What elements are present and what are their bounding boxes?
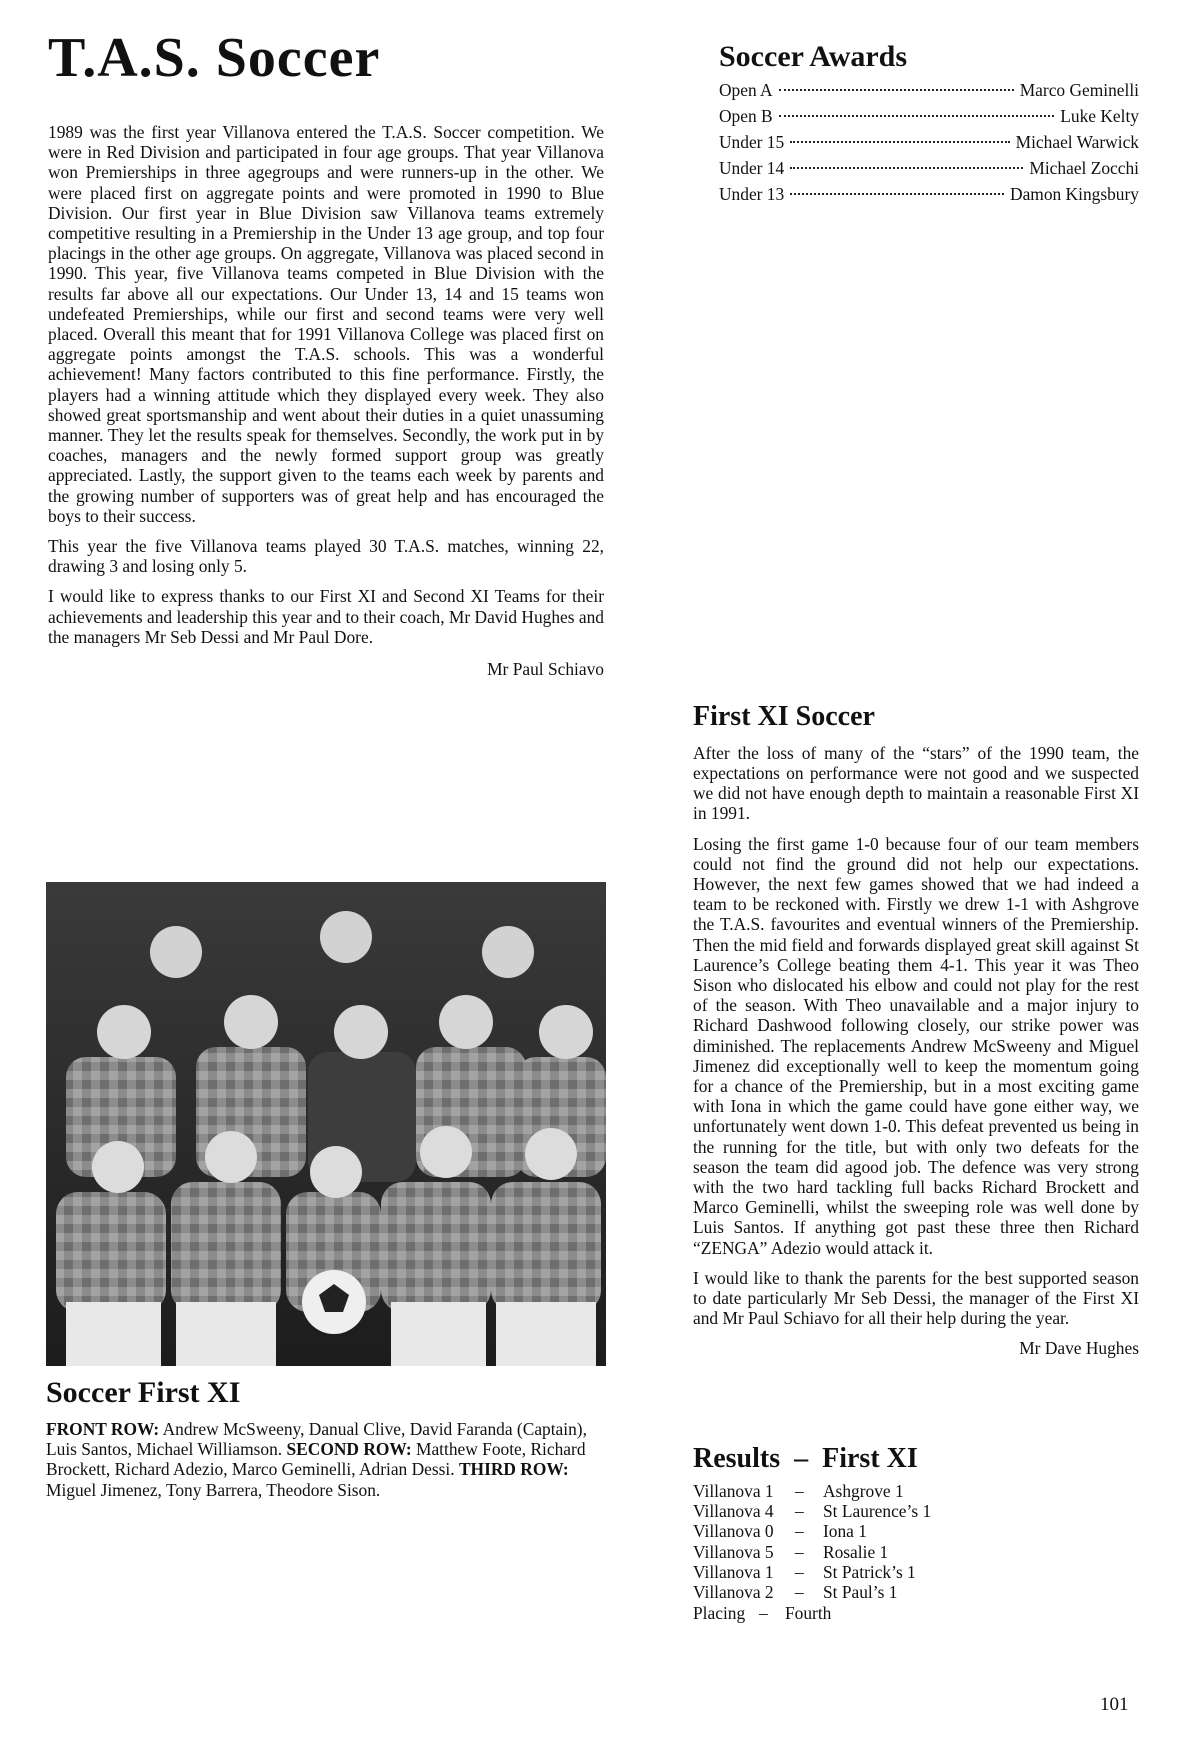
photo-caption [46,1376,602,1500]
results-section [693,1444,1053,1623]
article-paragraph: I would like to express thanks to our First XI and Second XI Teams for their achievements and leadership this year and to their coach, Mr David Hughes and the managers Mr Seb Dessi and Mr Paul Dore. [48,586,604,647]
photo-caption-title: Soccer First XI [46,1376,241,1409]
first-xi-paragraph: After the loss of many of the “stars” of the 1990 team, the expectations on performance were not good and we suspected we did not have enough depth to maintain a reasonable First XI in 1991. [693,742,1139,824]
article-column [48,27,604,680]
placing-row: Placing – Fourth [693,1602,832,1623]
result-row: Villanova 5 – Rosalie 1 [693,1541,889,1562]
award-row [719,77,1139,103]
article-paragraph: This year the five Villanova teams played 30 T.A.S. matches, winning 22, drawing 3 and losing only 5. [48,536,604,577]
first-xi-paragraph: Losing the first game 1-0 because four of our team members could not find the ground did not help our expectations. However, the next few games showed that we had indeed a team to be reckoned with. Firstly we drew 1-1 with Ashgrove the T.A.S. favourites and eventual winners of the Premiership. Then the mid field and forwards displayed great skill against St Laurence’s College beating them 4-1. This year it was Theo Sison who dislocated his elbow and could not play for the rest of the season. With Theo unavailable and a major injury to Richard Dashwood following closely, our strike power was diminished. The replacements Andrew McSweeny and Miguel Jimenez did exceptionally well to keep the momentum going for a chance of the Premiership, but in a most exciting game with Iona in which the game could have gone either way, we unfortunately went down 1-0. This defeat prevented us being in the running for the title, but with only two defeats for the season the team did agood job. The defence was very strong with the two hard tackling full backs Richard Brockett and Marco Geminelli, whilst the sweeping role was well done by Luis Santos. If anything got past these three then Richard “ZENGA” Adezio would attack it. [693,833,1139,1258]
team-photo [46,882,606,1366]
awards-title: Soccer Awards [719,40,908,73]
page-number: 101 [1100,1694,1129,1715]
result-row: Villanova 4 – St Laurence’s 1 [693,1501,932,1522]
result-row: Villanova 0 – Iona 1 [693,1521,867,1542]
result-row: Villanova 1 – St Patrick’s 1 [693,1561,916,1582]
article-paragraph: 1989 was the first year Villanova entered the T.A.S. Soccer competition. We were in Red Division and participated in four age groups. That year Villanova won Premierships in three agegroups and were runners-up in the other. We were placed first on aggregate points and were promoted in 1990 to Blue Division. Our first year in Blue Division saw Villanova teams extremely competitive resulting in a Premiership in the Under 13 age group, and top four placings in the other age groups. On aggregate, Villanova was placed second in 1990. This year, five Villanova teams competed in Blue Division with the results far above all our expectations. Our Under 13, 14 and 15 teams won undefeated Premierships, while our first and second teams were very well placed. Overall this meant that for 1991 Villanova College was placed first on aggregate points amongst the T.A.S. schools. This was a wonderful achievement! Many factors contributed to this fine performance. Firstly, the players had a winning attitude which they displayed every week. They also showed great sportsmanship and went about their duties in a quiet unassuming manner. They let the results speak for themselves. Secondly, the work put in by coaches, managers and the newly formed support group was greatly appreciated. Lastly, the support given to the teams each week by parents and the growing number of supporters was of great help and has encouraged the boys to their success. [48,122,604,526]
result-row: Villanova 2 – St Paul’s 1 [693,1582,898,1603]
award-row [719,181,1139,207]
page-title: T.A.S. Soccer [48,27,381,89]
first-xi-signature: Mr Dave Hughes [1019,1338,1139,1359]
second-row-label: SECOND ROW: [286,1439,412,1460]
award-category: Under 13 [719,184,785,204]
award-row [719,129,1139,155]
front-row-label: FRONT ROW: [46,1419,160,1439]
award-row [719,155,1139,181]
first-xi-paragraph: I would like to thank the parents for the best supported season to date particularly Mr Seb Dessi, the manager of the First XI and Mr Paul Schiavo for all their help during the year. [693,1267,1139,1329]
first-xi-section [693,702,1139,1358]
award-category: Open A [719,80,773,100]
results-title: Results – First XI [693,1443,918,1474]
photo-caption-text [46,1419,602,1500]
award-winner: Marco Geminelli [1019,80,1139,100]
front-row-names: Andrew McSweeny, Danual Clive, David Faranda (Captain), Luis Santos, Michael Williamson. [46,1419,587,1460]
second-row-names: Matthew Foote, Richard Brockett, Richard Adezio, Marco Geminelli, Adrian Dessi. [46,1439,586,1480]
award-winner: Michael Warwick [1015,132,1139,152]
award-row [719,103,1139,129]
award-category: Under 15 [719,132,785,152]
award-category: Open B [719,106,773,126]
award-winner: Damon Kingsbury [1010,184,1139,204]
third-row-names: Miguel Jimenez, Tony Barrera, Theodore Sison. [46,1479,381,1500]
result-row: Villanova 1 – Ashgrove 1 [693,1480,904,1501]
team-photo-illustration [46,882,606,1366]
award-winner: Luke Kelty [1060,106,1139,126]
award-category: Under 14 [719,158,785,178]
first-xi-title: First XI Soccer [693,701,875,732]
award-winner: Michael Zocchi [1029,158,1139,178]
awards-section [719,40,1139,207]
article-signature: Mr Paul Schiavo [487,659,604,680]
third-row-label: THIRD ROW: [458,1459,569,1480]
